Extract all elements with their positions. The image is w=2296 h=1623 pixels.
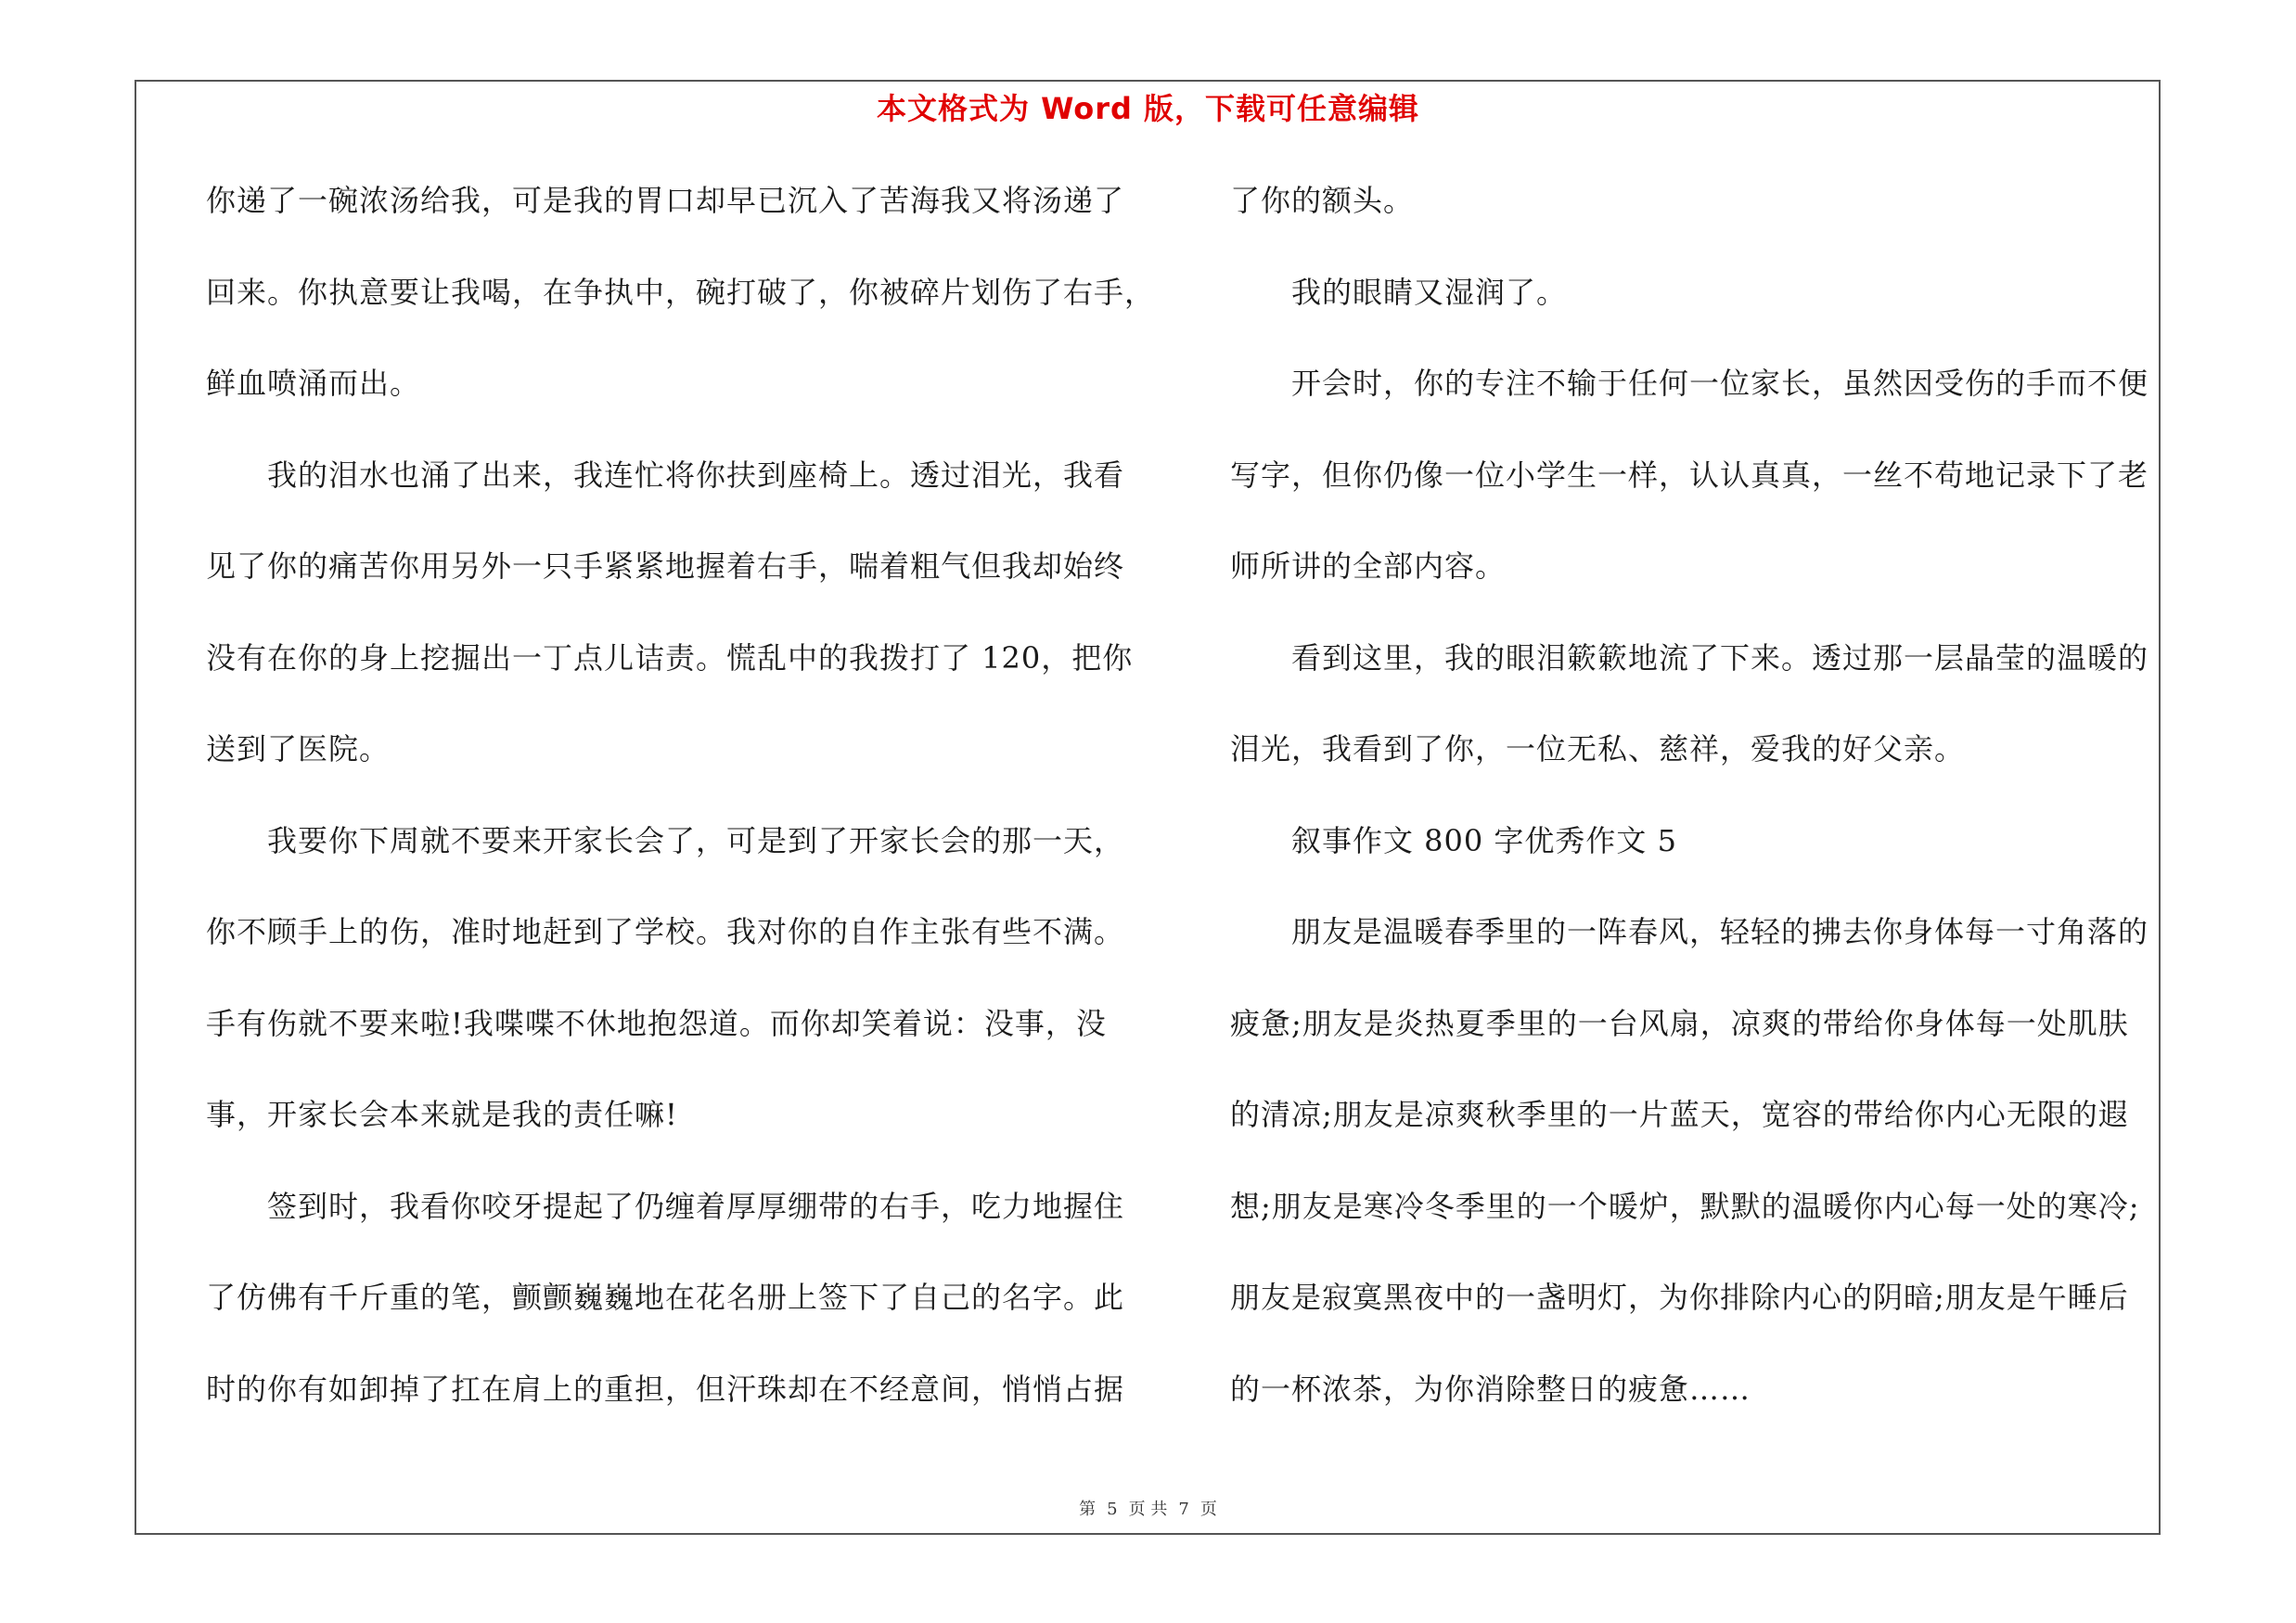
text-line: 泪光，我看到了你，一位无私、慈祥，爱我的好父亲。 <box>1230 731 1966 766</box>
text-line: 时的你有如卸掉了扛在肩上的重担，但汗珠却在不经意间，悄悄占据 <box>206 1371 1125 1407</box>
text-line: 朋友是寂寞黑夜中的一盏明灯，为你排除内心的阴暗;朋友是午睡后 <box>1230 1280 2129 1315</box>
text-line: 你递了一碗浓汤给我，可是我的胃口却早已沉入了苦海我又将汤递了 <box>206 183 1125 218</box>
text-line: 写字，但你仍像一位小学生一样，认认真真，一丝不苟地记录下了老 <box>1230 457 2149 493</box>
text-line: 我的泪水也涌了出来，我连忙将你扶到座椅上。透过泪光，我看 <box>267 457 1125 493</box>
text-line: 手有伤就不要来啦!我喋喋不休地抱怨道。而你却笑着说：没事，没 <box>206 1005 1107 1041</box>
text-line: 了仿佛有千斤重的笔，颤颤巍巍地在花名册上签下了自己的名字。此 <box>206 1280 1125 1315</box>
text-line: 签到时，我看你咬牙提起了仍缠着厚厚绷带的右手，吃力地握住 <box>267 1188 1125 1224</box>
text-line: 的清凉;朋友是凉爽秋季里的一片蓝天，宽容的带给你内心无限的遐 <box>1230 1097 2129 1132</box>
text-line: 鲜血喷涌而出。 <box>206 366 421 401</box>
text-line: 叙事作文 800 字优秀作文 5 <box>1291 822 1677 858</box>
footer-page-number: 5 <box>1107 1500 1118 1519</box>
text-line: 回来。你执意要让我喝，在争执中，碗打破了，你被碎片划伤了右手， <box>206 274 1156 310</box>
format-notice-banner: 本文格式为 Word 版，下载可任意编辑 <box>876 91 1420 126</box>
text-line: 了你的额头。 <box>1230 183 1415 218</box>
text-line: 你不顾手上的伤，准时地赶到了学校。我对你的自作主张有些不满。 <box>206 914 1125 949</box>
left-text-column <box>206 182 1175 1462</box>
text-line: 的一杯浓茶，为你消除整日的疲惫…… <box>1230 1371 1751 1407</box>
page-footer <box>0 1496 2296 1520</box>
right-text-column <box>1230 182 2161 1462</box>
text-line: 疲惫;朋友是炎热夏季里的一台风扇，凉爽的带给你身体每一处肌肤 <box>1230 1005 2129 1041</box>
footer-total-pages: 7 <box>1178 1500 1189 1519</box>
footer-suffix: 页 <box>1199 1500 1217 1519</box>
text-line: 想;朋友是寒冷冬季里的一个暖炉，默默的温暖你内心每一处的寒冷; <box>1230 1188 2140 1224</box>
footer-prefix: 第 <box>1079 1500 1097 1519</box>
text-line: 我要你下周就不要来开家长会了，可是到了开家长会的那一天， <box>267 822 1125 858</box>
text-line: 师所讲的全部内容。 <box>1230 548 1507 584</box>
text-line: 朋友是温暖春季里的一阵春风，轻轻的拂去你身体每一寸角落的 <box>1291 914 2149 949</box>
text-line: 开会时，你的专注不输于任何一位家长，虽然因受伤的手而不便 <box>1291 366 2149 401</box>
text-line: 送到了医院。 <box>206 731 391 766</box>
text-line: 没有在你的身上挖掘出一丁点儿诘责。慌乱中的我拨打了 120，把你 <box>206 639 1134 676</box>
text-line: 看到这里，我的眼泪簌簌地流了下来。透过那一层晶莹的温暖的 <box>1291 639 2149 676</box>
text-line: 见了你的痛苦你用另外一只手紧紧地握着右手，喘着粗气但我却始终 <box>206 548 1125 584</box>
text-line: 我的眼睛又湿润了。 <box>1291 274 1568 310</box>
footer-middle: 页 共 <box>1128 1500 1168 1519</box>
text-line: 事，开家长会本来就是我的责任嘛! <box>206 1097 678 1132</box>
